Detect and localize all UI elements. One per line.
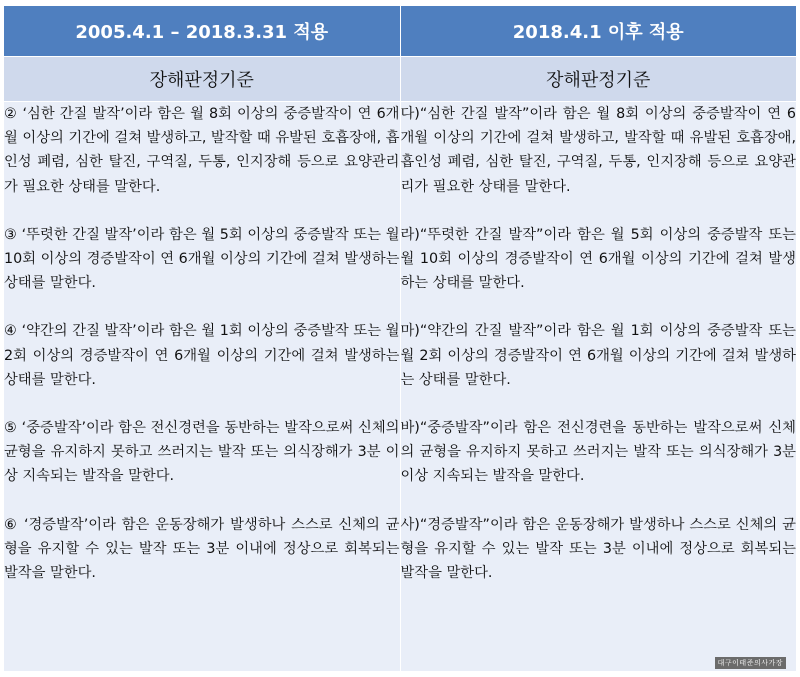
content-row <box>4 102 797 672</box>
right-content-cell <box>400 102 797 672</box>
left-subheader: 장해판정기준 <box>4 57 401 102</box>
right-paragraph-major-seizure-definition: 바)“중증발작”이라 함은 전신경련을 동반하는 발작으로써 신체의 균형을 유지하지 못하고 쓰러지는 발작 또는 의식장해가 3분 이상 지속되는 발작을 말한다. <box>400 420 796 485</box>
right-paragraph-severe-seizure: 다)“심한 간질 발작”이라 함은 월 8회 이상의 중증발작이 연 6개월 이상의 기간에 걸쳐 발생하고, 발작할 때 유발된 호흡장애, 흡인성 폐렴, 심한 탈진, 구역질, 두통, 인지장해 등으로 요양관리가 필요한 상태를 말한다. <box>400 106 796 195</box>
left-paragraph-severe-seizure: ② ‘심한 간질 발작’이라 함은 월 8회 이상의 중증발작이 연 6개월 이상의 기간에 걸쳐 발생하고, 발작할 때 유발된 호흡장애, 흡인성 폐렴, 심한 탈진, 구역질, 두통, 인지장해 등으로 요양관리가 필요한 상태를 말한다. <box>4 106 400 195</box>
right-subheader: 장해판정기준 <box>400 57 797 102</box>
comparison-table <box>3 5 797 672</box>
left-paragraph-minor-seizure-definition: ⑥ ‘경증발작’이라 함은 운동장해가 발생하나 스스로 신체의 균형을 유지할 수 있는 발작 또는 3분 이내에 정상으로 회복되는 발작을 말한다. <box>4 516 400 582</box>
left-paragraph-mild-seizure: ④ ‘약간의 간질 발작’이라 함은 월 1회 이상의 중증발작 또는 월 2회 이상의 경증발작이 연 6개월 이상의 기간에 걸쳐 발생하는 상태를 말한다. <box>4 323 400 388</box>
header-row <box>4 6 797 57</box>
right-paragraph-marked-seizure: 라)“뚜렷한 간질 발작”이라 함은 월 5회 이상의 중증발작 또는 월 10회 이상의 경증발작이 연 6개월 이상의 기간에 걸쳐 발생하는 상태를 말한다. <box>400 226 796 292</box>
left-paragraph-major-seizure-definition: ⑤ ‘중증발작’이라 함은 전신경련을 동반하는 발작으로써 신체의 균형을 유지하지 못하고 쓰러지는 발작 또는 의식장해가 3분 이상 지속되는 발작을 말한다. <box>4 420 400 485</box>
subheader-row <box>4 57 797 102</box>
right-paragraph-mild-seizure: 마)“약간의 간질 발작”이라 함은 월 1회 이상의 중증발작 또는 월 2회 이상의 경증발작이 연 6개월 이상의 기간에 걸쳐 발생하는 상태를 말한다. <box>400 323 796 388</box>
right-column-header: 2018.4.1 이후 적용 <box>400 6 797 57</box>
left-paragraph-marked-seizure: ③ ‘뚜렷한 간질 발작’이라 함은 월 5회 이상의 중증발작 또는 월 10회 이상의 경증발작이 연 6개월 이상의 기간에 걸쳐 발생하는 상태를 말한다. <box>4 226 400 292</box>
watermark-label: 대구이태준의사가장 <box>715 657 786 669</box>
left-content-cell <box>4 102 401 672</box>
left-column-header: 2005.4.1 – 2018.3.31 적용 <box>4 6 401 57</box>
right-paragraph-minor-seizure-definition: 사)“경증발작”이라 함은 운동장해가 발생하나 스스로 신체의 균형을 유지할 수 있는 발작 또는 3분 이내에 정상으로 회복되는 발작을 말한다. <box>400 516 796 582</box>
